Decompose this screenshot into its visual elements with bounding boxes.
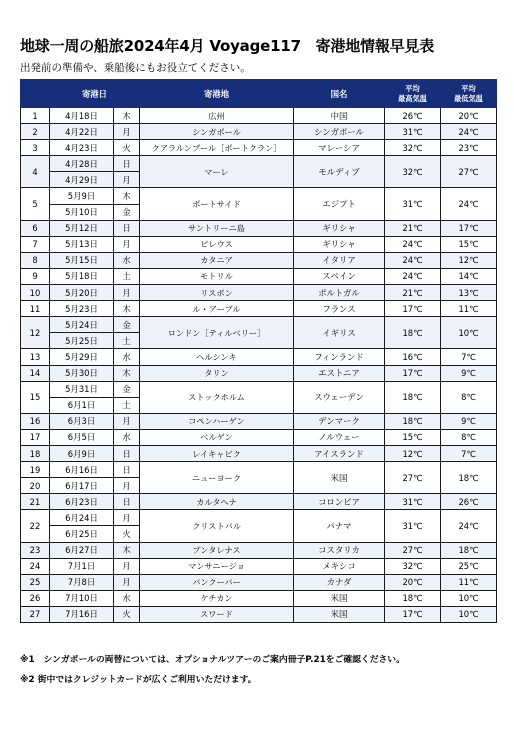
port-date: 5月20日 [50,285,114,301]
port-name: ストックホルム [140,381,294,413]
port-date: 5月29日 [50,349,114,365]
row-number: 21 [21,494,50,510]
row-number: 7 [21,236,50,252]
table-row [21,156,497,172]
avg-high-temp: 21℃ [385,220,441,236]
avg-low-temp: 25℃ [441,558,497,574]
port-date: 6月9日 [50,445,114,461]
port-weekday: 金 [114,204,140,220]
port-name: サントリーニ島 [140,220,294,236]
row-number: 13 [21,349,50,365]
country-name: マレーシア [294,140,385,156]
table-row [21,606,497,622]
row-number: 12 [21,317,50,349]
port-date: 5月13日 [50,236,114,252]
port-name: ポートサイド [140,188,294,220]
port-weekday: 金 [114,381,140,397]
avg-low-temp: 23℃ [441,140,497,156]
avg-high-temp: 21℃ [385,285,441,301]
country-name: フランス [294,301,385,317]
country-name: 中国 [294,108,385,124]
header-avg-high-line2: 最高気温 [398,93,427,103]
port-date: 7月16日 [50,606,114,622]
country-name: ギリシャ [294,236,385,252]
port-name: タリン [140,365,294,381]
page-title: 地球一周の船旅2024年4月 Voyage117 寄港地情報早見表 [20,37,435,55]
table-row [21,236,497,252]
port-weekday: 木 [114,188,140,204]
country-name: 米国 [294,590,385,606]
table-row [21,510,497,526]
table-row [21,429,497,445]
avg-low-temp: 12℃ [441,252,497,268]
port-date: 5月10日 [50,204,114,220]
row-number: 16 [21,413,50,429]
avg-high-temp: 17℃ [385,301,441,317]
header-avg-low [441,80,497,108]
table-row [21,413,497,429]
port-date: 4月28日 [50,156,114,172]
port-weekday: 土 [114,397,140,413]
avg-low-temp: 8℃ [441,381,497,413]
table-row [21,124,497,140]
port-name: バンクーバー [140,574,294,590]
port-date: 6月27日 [50,542,114,558]
row-number: 3 [21,140,50,156]
row-number: 27 [21,606,50,622]
avg-low-temp: 10℃ [441,590,497,606]
port-date: 4月18日 [50,108,114,124]
port-date: 5月23日 [50,301,114,317]
port-name: レイキャビク [140,445,294,461]
avg-high-temp: 26℃ [385,108,441,124]
port-name: マンサニージョ [140,558,294,574]
table-row [21,590,497,606]
table-row [21,365,497,381]
table-row [21,140,497,156]
port-weekday: 火 [114,526,140,542]
country-name: スペイン [294,268,385,284]
table-row [21,558,497,574]
avg-high-temp: 31℃ [385,188,441,220]
port-name: コペンハーゲン [140,413,294,429]
row-number: 26 [21,590,50,606]
header-avg-low-line1: 平均 [461,83,476,93]
avg-high-temp: 31℃ [385,124,441,140]
row-number: 17 [21,429,50,445]
avg-high-temp: 17℃ [385,365,441,381]
port-date: 4月29日 [50,172,114,188]
port-weekday: 土 [114,333,140,349]
port-name: カタニア [140,252,294,268]
avg-low-temp: 9℃ [441,365,497,381]
port-weekday: 木 [114,365,140,381]
port-weekday: 木 [114,108,140,124]
port-name: クリストバル [140,510,294,542]
port-name: クアラルンプール［ポートクラン］ [140,140,294,156]
port-weekday: 月 [114,558,140,574]
port-date: 5月30日 [50,365,114,381]
table-row [21,220,497,236]
port-name: ヘルシンキ [140,349,294,365]
table-row [21,349,497,365]
header-country: 国名 [294,80,385,108]
avg-low-temp: 8℃ [441,429,497,445]
avg-low-temp: 17℃ [441,220,497,236]
port-weekday: 水 [114,349,140,365]
row-number: 14 [21,365,50,381]
port-name: スワード [140,606,294,622]
country-name: ポルトガル [294,285,385,301]
port-name: ケチカン [140,590,294,606]
avg-high-temp: 18℃ [385,317,441,349]
port-name: モトリル [140,268,294,284]
table-row [21,268,497,284]
port-name: シンガポール [140,124,294,140]
port-weekday: 月 [114,574,140,590]
country-name: エストニア [294,365,385,381]
country-name: フィンランド [294,349,385,365]
avg-low-temp: 24℃ [441,510,497,542]
port-date: 6月1日 [50,397,114,413]
table-row [21,301,497,317]
country-name: カナダ [294,574,385,590]
row-number: 4 [21,156,50,188]
country-name: パナマ [294,510,385,542]
table-row [21,188,497,204]
avg-high-temp: 17℃ [385,606,441,622]
avg-low-temp: 11℃ [441,301,497,317]
avg-high-temp: 32℃ [385,558,441,574]
port-name: リスボン [140,285,294,301]
avg-high-temp: 12℃ [385,445,441,461]
footnotes [20,650,405,690]
port-date: 6月5日 [50,429,114,445]
port-date: 5月15日 [50,252,114,268]
country-name: メキシコ [294,558,385,574]
port-name: ベルゲン [140,429,294,445]
country-name: エジプト [294,188,385,220]
avg-high-temp: 16℃ [385,349,441,365]
table-row [21,574,497,590]
port-weekday: 月 [114,285,140,301]
avg-high-temp: 18℃ [385,381,441,413]
port-date: 5月25日 [50,333,114,349]
avg-high-temp: 18℃ [385,590,441,606]
header-avg-low-line2: 最低気温 [454,93,483,103]
port-weekday: 木 [114,301,140,317]
row-number: 11 [21,301,50,317]
table-row [21,381,497,397]
port-weekday: 月 [114,124,140,140]
port-weekday: 水 [114,590,140,606]
port-date: 5月31日 [50,381,114,397]
port-date: 5月9日 [50,188,114,204]
table-row [21,108,497,124]
country-name: 米国 [294,606,385,622]
port-name: マーレ [140,156,294,188]
avg-high-temp: 24℃ [385,268,441,284]
row-number: 1 [21,108,50,124]
port-date: 7月10日 [50,590,114,606]
port-date: 4月22日 [50,124,114,140]
page-subtitle: 出発前の準備や、乗船後にもお役立てください。 [20,62,251,74]
row-number: 19 [21,462,50,478]
row-number: 15 [21,381,50,413]
avg-low-temp: 10℃ [441,317,497,349]
row-number: 2 [21,124,50,140]
header-port-day: 寄港日 [50,80,140,108]
header-avg-high [385,80,441,108]
port-date: 5月24日 [50,317,114,333]
table-row [21,462,497,478]
avg-high-temp: 31℃ [385,494,441,510]
port-date: 6月3日 [50,413,114,429]
header-no [21,80,50,108]
row-number: 24 [21,558,50,574]
row-number: 8 [21,252,50,268]
country-name: 米国 [294,462,385,494]
country-name: ノルウェー [294,429,385,445]
port-weekday: 土 [114,268,140,284]
row-number: 9 [21,268,50,284]
table-header-row [21,80,497,108]
port-date: 5月12日 [50,220,114,236]
port-name: ロンドン［ティルベリー］ [140,317,294,349]
port-name: プンタレナス [140,542,294,558]
port-date: 6月23日 [50,494,114,510]
row-number: 25 [21,574,50,590]
table-row [21,445,497,461]
avg-low-temp: 11℃ [441,574,497,590]
avg-high-temp: 32℃ [385,140,441,156]
port-weekday: 日 [114,445,140,461]
port-weekday: 木 [114,542,140,558]
row-number: 20 [21,478,50,494]
avg-high-temp: 18℃ [385,413,441,429]
port-weekday: 日 [114,156,140,172]
header-port: 寄港地 [140,80,294,108]
table-row [21,285,497,301]
port-schedule-table [20,79,497,623]
avg-low-temp: 15℃ [441,236,497,252]
port-name: ニューヨーク [140,462,294,494]
avg-low-temp: 24℃ [441,124,497,140]
avg-low-temp: 9℃ [441,413,497,429]
port-date: 7月8日 [50,574,114,590]
country-name: イタリア [294,252,385,268]
avg-high-temp: 24℃ [385,252,441,268]
avg-high-temp: 20℃ [385,574,441,590]
port-name: ピレウス [140,236,294,252]
port-weekday: 金 [114,317,140,333]
country-name: デンマーク [294,413,385,429]
port-date: 7月1日 [50,558,114,574]
avg-high-temp: 24℃ [385,236,441,252]
table-row [21,317,497,333]
port-date: 6月24日 [50,510,114,526]
port-weekday: 日 [114,494,140,510]
row-number: 10 [21,285,50,301]
country-name: コロンビア [294,494,385,510]
port-weekday: 月 [114,413,140,429]
avg-high-temp: 31℃ [385,510,441,542]
avg-low-temp: 7℃ [441,349,497,365]
port-weekday: 日 [114,220,140,236]
country-name: ギリシャ [294,220,385,236]
port-weekday: 水 [114,429,140,445]
avg-low-temp: 18℃ [441,462,497,494]
port-name: 広州 [140,108,294,124]
country-name: シンガポール [294,124,385,140]
port-date: 4月23日 [50,140,114,156]
country-name: モルディブ [294,156,385,188]
row-number: 5 [21,188,50,220]
avg-low-temp: 14℃ [441,268,497,284]
row-number: 6 [21,220,50,236]
avg-low-temp: 7℃ [441,445,497,461]
footnote-1: ※1 シンガポールの両替については、オプショナルツアーのご案内冊子P.21をご確認ください。 [20,655,405,665]
avg-low-temp: 13℃ [441,285,497,301]
port-date: 6月16日 [50,462,114,478]
row-number: 23 [21,542,50,558]
country-name: アイスランド [294,445,385,461]
avg-high-temp: 27℃ [385,462,441,494]
avg-low-temp: 24℃ [441,188,497,220]
country-name: コスタリカ [294,542,385,558]
avg-low-temp: 10℃ [441,606,497,622]
port-date: 5月18日 [50,268,114,284]
port-weekday: 水 [114,252,140,268]
port-name: ル・アーブル [140,301,294,317]
row-number: 18 [21,445,50,461]
avg-high-temp: 27℃ [385,542,441,558]
avg-high-temp: 15℃ [385,429,441,445]
avg-low-temp: 27℃ [441,156,497,188]
header-avg-high-line1: 平均 [405,83,420,93]
port-name: カルタヘナ [140,494,294,510]
port-weekday: 火 [114,606,140,622]
row-number: 22 [21,510,50,542]
table-row [21,494,497,510]
avg-low-temp: 20℃ [441,108,497,124]
country-name: イギリス [294,317,385,349]
port-weekday: 月 [114,172,140,188]
avg-high-temp: 32℃ [385,156,441,188]
table-row [21,542,497,558]
port-weekday: 月 [114,510,140,526]
port-weekday: 月 [114,478,140,494]
port-date: 6月17日 [50,478,114,494]
table-row [21,252,497,268]
port-weekday: 月 [114,236,140,252]
port-weekday: 日 [114,462,140,478]
avg-low-temp: 26℃ [441,494,497,510]
port-weekday: 火 [114,140,140,156]
port-date: 6月25日 [50,526,114,542]
country-name: スウェーデン [294,381,385,413]
avg-low-temp: 18℃ [441,542,497,558]
footnote-2: ※2 街中ではクレジットカードが広くご利用いただけます。 [20,675,257,685]
